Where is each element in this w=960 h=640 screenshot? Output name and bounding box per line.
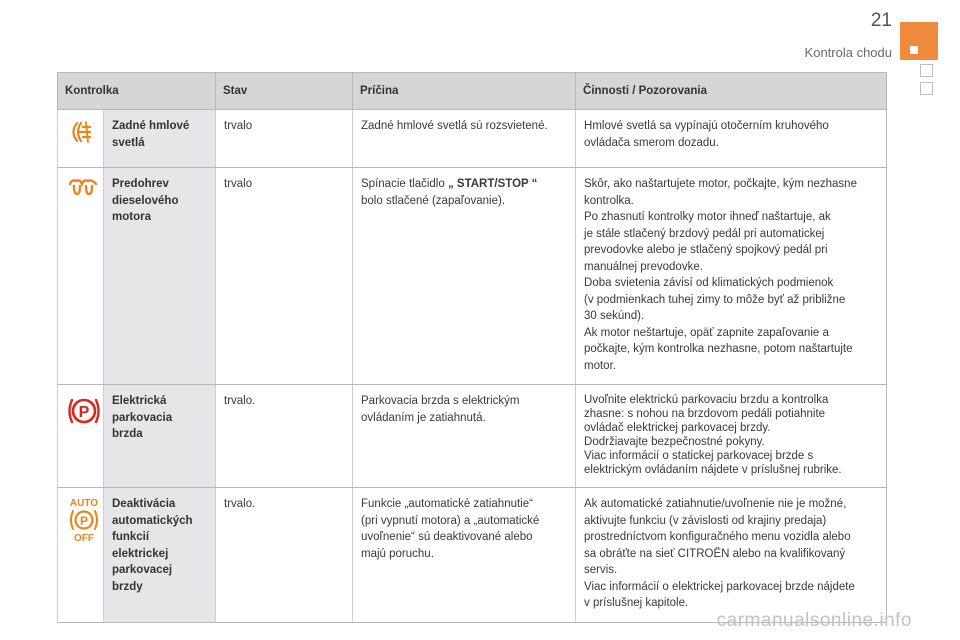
row-name-line: Deaktivácia (112, 498, 176, 510)
row-cause-line: Parkovacia brzda s elektrickým (361, 395, 520, 407)
chapter-tab-active[interactable] (900, 22, 938, 60)
row-name-line: funkcií (112, 531, 150, 543)
row-cause-line: Spínacie tlačidlo „ START/STOP “ (361, 178, 538, 190)
warning-lights-table (57, 72, 887, 623)
row-action-line: Skôr, ako naštartujete motor, počkajte, kým nezhasne (584, 178, 857, 190)
off-label: OFF (74, 533, 94, 544)
row-action-line: zhasne: s nohou na brzdovom pedáli potiahnite (584, 408, 826, 420)
header-cinnosti: Činnosti / Pozorovania (576, 73, 887, 110)
chapter-tab-2[interactable] (920, 64, 933, 77)
row-name-line: dieselového (112, 194, 179, 207)
row-action-line: Dodržiavajte bezpečnostné pokyny. (584, 436, 765, 448)
table-row (58, 168, 887, 385)
auto-brake-letter: P (79, 514, 89, 528)
row-action-line: je stále stlačený brzdový pedál pri automatickej (584, 227, 825, 240)
row-cause-line: Zadné hmlové svetlá sú rozsvietené. (361, 120, 548, 132)
watermark: carmanualsonline.info (716, 610, 912, 631)
row-action-line: v príslušnej kapitole. (584, 597, 689, 609)
row-action-line: manuálnej prevodovke. (584, 260, 703, 273)
row-cause-line: ovládaním je zatiahnutá. (361, 411, 486, 424)
section-title: Kontrola chodu (804, 45, 892, 60)
page-number: 21 (870, 10, 892, 31)
auto-label: AUTO (69, 498, 99, 509)
rear-fog-light-icon (66, 118, 95, 146)
row-name-line: motora (112, 211, 151, 223)
row-name-line: brzda (112, 428, 143, 440)
row-action-line: aktivujte funkciu (v závislosti od krajiny predaja) (584, 514, 827, 527)
row-action-line: prevodovke alebo je stlačený spojkový pedál pri (584, 244, 828, 256)
row-cause-line: uvoľnenie“ sú deaktivované alebo (361, 531, 533, 543)
row-action-line: elektrickým ovládaním nájdete v príslušnej rubrike. (584, 464, 842, 476)
row-action-line: sa obráťte na sieť CITROËN alebo na kvalifikovaný (584, 547, 846, 560)
row-state: trvalo (216, 110, 353, 168)
row-state: trvalo (216, 168, 353, 385)
row-name-line: elektrickej (112, 547, 169, 560)
row-action-line: ovládača smerom dozadu. (584, 136, 719, 149)
start-stop-label: „ START/STOP “ (447, 178, 538, 190)
row-state: trvalo. (216, 385, 353, 488)
row-name-line: brzdy (112, 580, 143, 593)
row-action-line: Uvoľnite elektrickú parkovaciu brzdu a kontrolka (584, 394, 829, 406)
table-header-row (58, 73, 887, 110)
row-action-line: Ak motor neštartuje, opäť zapnite zapaľovanie a (584, 326, 829, 339)
row-state: trvalo. (216, 488, 353, 623)
row-action-line: kontrolka. (584, 194, 634, 207)
row-action-line: Ak automatické zatiahnutie/uvoľnenie nie je možné, (584, 498, 847, 510)
row-cause-line: Funkcie „automatické zatiahnutie“ (361, 498, 533, 510)
row-name-line: parkovacej (112, 564, 173, 576)
row-name-line: svetlá (112, 136, 145, 149)
row-name-line: Predohrev (112, 178, 169, 190)
row-name-line: automatických (112, 514, 193, 527)
row-action-line: ovládač elektrickej parkovacej brzdy. (584, 422, 771, 434)
header-kontrolka: Kontrolka (58, 73, 216, 110)
row-action-line: Hmlové svetlá sa vypínajú otočerním kruhového (584, 120, 829, 132)
row-name-line: Zadné hmlové (112, 120, 190, 132)
row-action-line: prostredníctvom konfiguračného menu vozidla alebo (584, 531, 851, 543)
table-row (58, 488, 887, 623)
parking-brake-icon (66, 393, 95, 429)
row-action-line: Doba svietenia závisí od klimatických podmienok (584, 277, 834, 289)
parking-brake-letter: P (78, 404, 90, 421)
chapter-tab-3[interactable] (920, 82, 933, 95)
glow-plug-icon (66, 176, 95, 200)
table-row (58, 385, 887, 488)
row-name-line: parkovacia (112, 411, 173, 424)
row-cause-line: (pri vypnutí motora) a „automatické (361, 514, 540, 527)
row-action-line: 30 sekúnd). (584, 310, 645, 322)
row-action-line: Viac informácií o elektrickej parkovacej brzde nájdete (584, 580, 855, 593)
table-row (58, 110, 887, 168)
row-cause-line: bolo stlačené (zapaľovanie). (361, 194, 506, 207)
row-cause-line: majú poruchu. (361, 547, 434, 560)
header-pricina: Príčina (353, 73, 576, 110)
auto-parking-brake-off-icon (66, 496, 99, 544)
row-action-line: Viac informácií o statickej parkovacej brzde s (584, 450, 814, 462)
row-action-line: počkajte, kým kontrolka nezhasne, potom naštartujte (584, 343, 853, 355)
row-action-line: servis. (584, 564, 618, 576)
row-action-line: Po zhasnutí kontrolky motor ihneď naštartuje, ak (584, 211, 831, 223)
row-action-line: (v podmienkach tuhej zimy to môže byť až približne (584, 293, 846, 306)
row-action-line: motor. (584, 359, 616, 372)
header-stav: Stav (216, 73, 353, 110)
row-name-line: Elektrická (112, 395, 167, 407)
